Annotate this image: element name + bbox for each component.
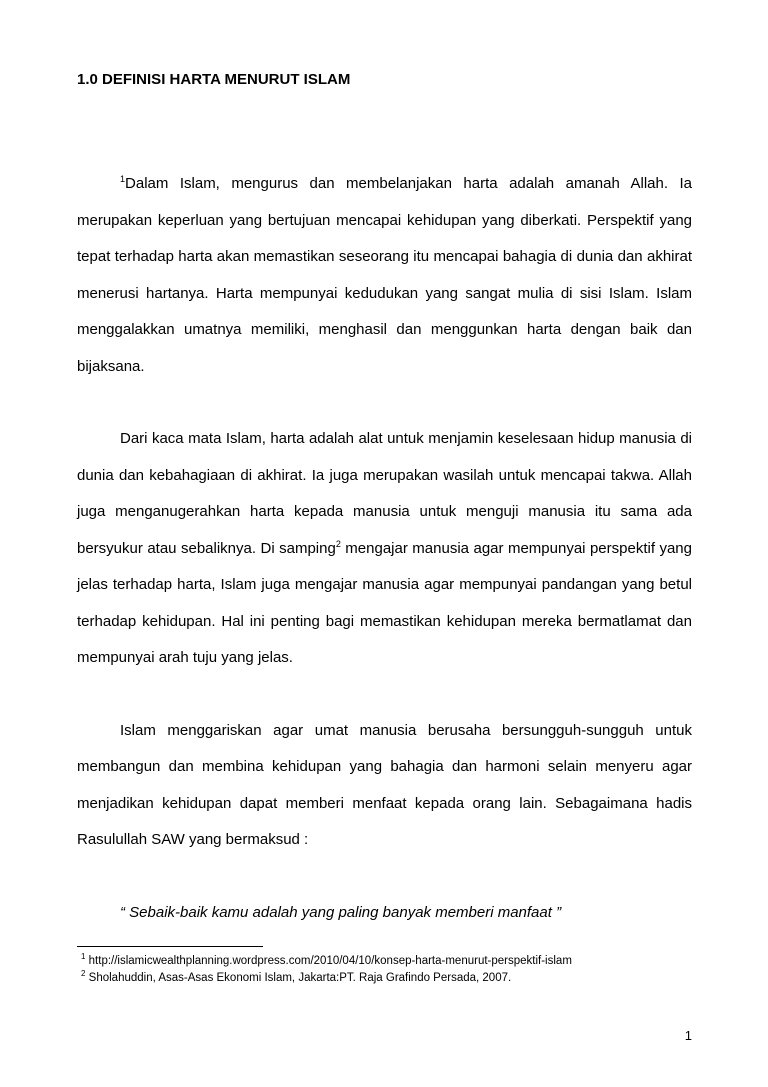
page-number: 1 (684, 1028, 692, 1043)
footnote-reference-2: 2 (335, 538, 341, 549)
paragraph-3-text: Islam menggariskan agar umat manusia berusaha bersungguh-sungguh untuk membangun dan membina kehidupan yang bahagia dan harmoni selain menyeru agar menjadikan kehidupan dapat memberi menfaat kepada orang lain. Sebagaimana hadis Rasulullah SAW yang bermaksud : (77, 721, 692, 848)
footnote-1 (77, 953, 692, 970)
footnote-reference-1: 1 (120, 174, 126, 184)
paragraph-3 (77, 713, 692, 859)
footnote-1-marker: 1 (81, 952, 86, 962)
footnote-1-text: http://islamicwealthplanning.wordpress.com/2010/04/10/konsep-harta-menurut-perspektif-islam (88, 955, 572, 967)
section-title: 1.0 DEFINISI HARTA MENURUT ISLAM (77, 71, 351, 88)
paragraph-1 (77, 166, 692, 385)
footnotes-section (77, 946, 692, 987)
footnote-2-marker: 2 (81, 969, 86, 979)
document-body (77, 71, 692, 931)
paragraph-1-text: Dalam Islam, mengurus dan membelanjakan harta adalah amanah Allah. Ia merupakan keperluan yang bertujuan mencapai kehidupan yang diberkati. Perspektif yang tepat terhadap harta akan memastikan seseorang itu mencapai bahagia di dunia dan akhirat menerusi hartanya. Harta mempunyai kedudukan yang sangat mulia di sisi Islam. Islam menggalakkan umatnya memiliki, menghasil dan menggunkan harta dengan baik dan bijaksana. (77, 175, 692, 375)
paragraph-2 (77, 421, 692, 677)
paragraph-2-text-a: Dari kaca mata Islam, harta adalah alat untuk menjamin keselesaan hidup manusia di dunia dan kebahagiaan di akhirat. Ia juga merupakan wasilah untuk mencapai takwa. Allah juga menganugerahkan harta kepada manusia untuk menguji manusia itu sama ada bersyukur atau sebaliknya. Di samping (77, 430, 692, 557)
hadith-quote: “ Sebaik-baik kamu adalah yang paling banyak memberi manfaat ” (120, 903, 562, 921)
footnote-separator (77, 946, 263, 947)
footnote-2-text: Sholahuddin, Asas-Asas Ekonomi Islam, Jakarta:PT. Raja Grafindo Persada, 2007. (88, 972, 512, 984)
footnote-2 (77, 970, 692, 987)
paragraph-2-text-b: mengajar manusia agar mempunyai perspektif yang jelas terhadap harta, Islam juga mengajar manusia agar mempunyai pandangan yang betul terhadap kehidupan. Hal ini penting bagi memastikan kehidupan mereka bermatlamat dan mempunyai arah tuju yang jelas. (77, 539, 692, 666)
